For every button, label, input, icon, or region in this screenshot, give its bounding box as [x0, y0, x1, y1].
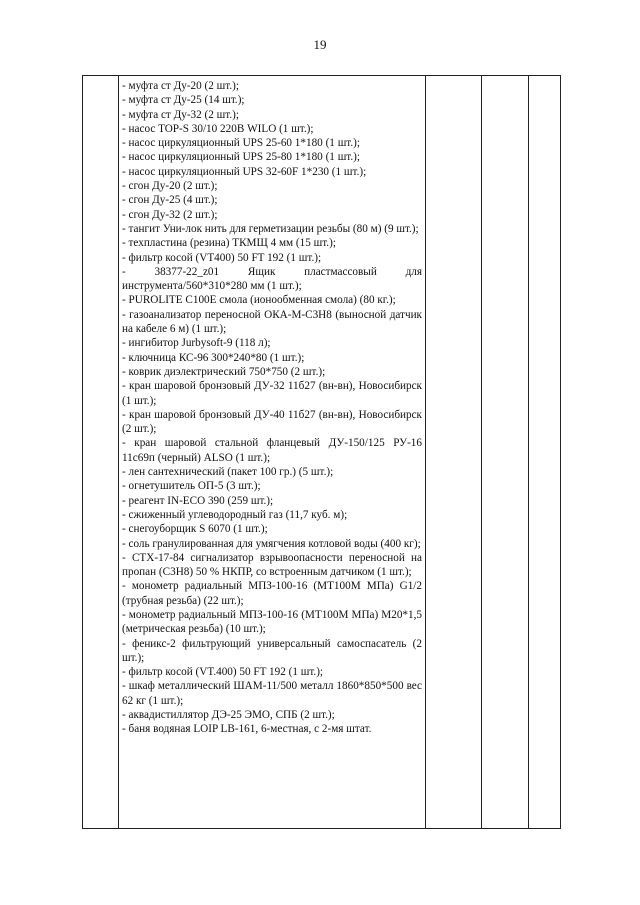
list-item: - сгон Ду-25 (4 шт.); — [122, 194, 218, 207]
list-item: - насос циркуляционный UPS 32-60F 1*230 (1 шт.); — [122, 165, 367, 178]
list-item: - сжиженный углеводородный газ (11,7 куб. м); — [122, 508, 348, 521]
list-item: - ключница КС-96 300*240*80 (1 шт.); — [122, 351, 305, 364]
list-item: - феникс-2 фильтрующий универсальный самоспасатель (2 шт.); — [122, 637, 422, 664]
list-item: - муфта ст Ду-20 (2 шт.); — [122, 80, 239, 92]
list-item: - монометр радиальный МПЗ-100-16 (МТ100М МПа) М20*1,5 (метрическая резьба) (10 шт.); — [122, 608, 422, 636]
list-item: - фильтр косой (VT.400) 50 FT 192 (1 шт.); — [122, 666, 324, 679]
list-item: - техпластина (резина) ТКМЩ 4 мм (15 шт.); — [122, 237, 336, 250]
list-item: - сгон Ду-20 (2 шт.); — [122, 180, 218, 193]
list-item: - кран шаровой бронзовый ДУ-32 11б27 (вн-вн), Новосибирск (1 шт.); — [122, 380, 422, 407]
list-item: - огнетушитель ОП-5 (3 шт.); — [122, 480, 261, 493]
list-item: - газоанализатор переносной ОКА-М-С3Н8 (выносной датчик на кабеле 6 м) (1 шт.); — [122, 308, 422, 336]
list-item: - насос TOP-S 30/10 220В WILO (1 шт.); — [122, 122, 314, 135]
items-list — [122, 79, 422, 737]
list-item: - реагент IN-ECO 390 (259 шт.); — [122, 494, 274, 507]
list-item: - лен сантехнический (пакет 100 гр.) (5 шт.); — [122, 466, 334, 479]
table-cell-empty-1 — [426, 76, 482, 829]
list-item: - монометр радиальный МПЗ-100-16 (МТ100М МПа) G1/2 (трубная резьба) (22 шт.); — [122, 580, 422, 607]
list-item: - соль гранулированная для умягчения котловой воды (400 кг); — [122, 537, 421, 550]
list-item: - снегоуборщик S 6070 (1 шт.); — [122, 523, 268, 536]
property-table — [82, 75, 561, 829]
list-item: - кран шаровой стальной фланцевый ДУ-150/125 РУ-16 11с69п (черный) ALSO (1 шт.); — [122, 437, 422, 464]
list-item: - муфта ст Ду-32 (2 шт.); — [122, 108, 239, 121]
list-item: - тангит Уни-лок нить для герметизации резьбы (80 м) (9 шт.); — [122, 222, 419, 235]
list-item: - ингибитор Jurbysoft-9 (118 л); — [122, 337, 271, 350]
list-item: - баня водяная LOIP LB-161, 6-местная, с 2-мя штат. — [122, 723, 372, 736]
table-cell-number — [83, 76, 119, 829]
list-item: - кран шаровой бронзовый ДУ-40 11б27 (вн-вн), Новосибирск (2 шт.); — [122, 408, 422, 436]
table-row — [83, 76, 561, 829]
list-item: - 38377-22_z01 Ящик пластмассовый для инструмента/560*310*280 мм (1 шт.); — [122, 265, 422, 293]
list-item: - СТХ-17-84 сигнализатор взрывоопасности переносной на пропан (С3Н8) 50 % НКПР, со встроенным датчиком (1 шт.); — [122, 551, 422, 579]
list-item: - насос циркуляционный UPS 25-60 1*180 (1 шт.); — [122, 137, 360, 150]
table-cell-empty-3 — [529, 76, 561, 829]
list-item: - сгон Ду-32 (2 шт.); — [122, 208, 218, 221]
table-cell-items — [119, 76, 426, 829]
list-item: - PUROLITE C100E смола (ионообменная смола) (80 кг.); — [122, 294, 396, 307]
list-item: - насос циркуляционный UPS 25-80 1*180 (1 шт.); — [122, 151, 360, 164]
list-item: - аквадистиллятор ДЭ-25 ЭМО, СПБ (2 шт.); — [122, 709, 335, 722]
page-number: 19 — [313, 37, 327, 52]
list-item: - шкаф металлический ШАМ-11/500 металл 1860*850*500 вес 62 кг (1 шт.); — [122, 680, 422, 707]
table-cell-empty-2 — [482, 76, 529, 829]
list-item: - муфта ст Ду-25 (14 шт.); — [122, 94, 245, 107]
list-item: - коврик диэлектрический 750*750 (2 шт.); — [122, 365, 326, 378]
list-item: - фильтр косой (VT400) 50 FT 192 (1 шт.); — [122, 251, 322, 264]
